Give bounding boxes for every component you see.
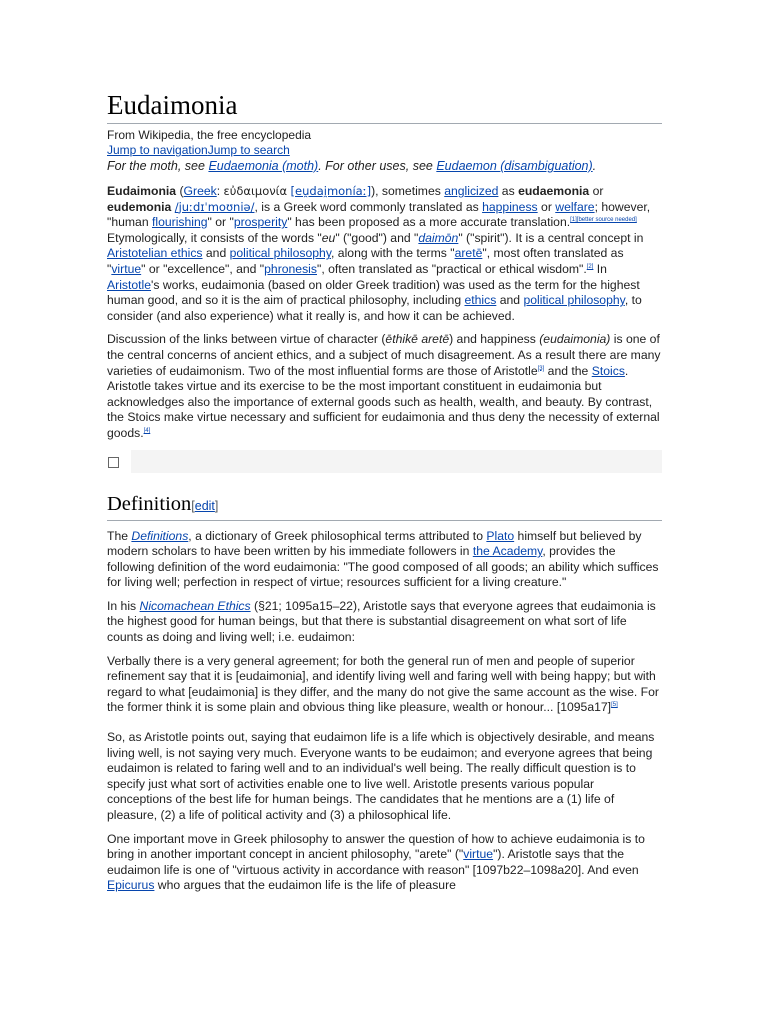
- quote-text: Verbally there is a very general agreement; for both the general run of men and people of superior refinement say that it is [eudaimonia], and identify living well and faring well with being happy; but with regard to what [eudaimonia] is they differ, and the many do not give the same account as the wise. For the former think it is some plain and obvious thing like pleasure, wealth or honour... [1095a17]: [107, 653, 659, 715]
- text: or: [589, 184, 604, 198]
- link-virtue-2[interactable]: virtue: [463, 847, 494, 862]
- ipa-greek-link[interactable]: [eu̯dai̯moníaː]: [290, 184, 372, 198]
- text: ", most often translated as ": [107, 246, 624, 276]
- text: , to consider (and also experience) what it really is, and how it can be achieved.: [107, 293, 642, 323]
- link-ethics[interactable]: ethics: [464, 293, 497, 308]
- text: and: [496, 293, 524, 308]
- text: " has been proposed as a more accurate translation.: [287, 215, 571, 230]
- text: " ("good") and ": [335, 230, 419, 245]
- term-daimon: daimōn: [418, 230, 459, 245]
- text: , along with the terms ": [331, 246, 455, 261]
- term-definitions: Definitions: [131, 528, 189, 543]
- text: :: [216, 184, 224, 198]
- ipa-english-link[interactable]: /juːdɪˈmoʊniə/: [174, 199, 255, 214]
- text: , provides the following definition of the word eudaimonia: "The good composed of all goods; an ability which suffices for living well; perfection in respect of virtue; resources sufficient for a living creature.": [107, 544, 659, 590]
- citation-1: [570, 217, 637, 223]
- term-nicomachean-ethics: Nicomachean Ethics: [139, 598, 251, 613]
- text: "). Aristotle says that the eudaimon life is one of "virtuous activity in accordance with reason" [1097b22–1098a20]. And even: [107, 847, 639, 877]
- term-eudaimonia-italic: (eudaimonia): [539, 332, 611, 347]
- greek-word: εὐδαιμονία: [223, 184, 288, 198]
- jump-to-search-link[interactable]: Jump to search: [207, 143, 290, 157]
- citation-4: [144, 428, 151, 434]
- article-content: [107, 88, 662, 902]
- link-political-philosophy-2[interactable]: political philosophy: [523, 293, 625, 308]
- text: In: [593, 261, 607, 276]
- link-plato[interactable]: Plato: [486, 528, 515, 543]
- link-happiness[interactable]: happiness: [482, 199, 538, 214]
- text: ", often translated as "practical or ethical wisdom".: [317, 261, 587, 276]
- text: One important move in Greek philosophy to answer the question of how to achieve eudaimonia is to bring in another important concept in ancient philosophy, "arete" (": [107, 831, 645, 862]
- citation-3-link[interactable]: [3]: [537, 365, 545, 372]
- text: or: [537, 199, 556, 214]
- link-aristotle[interactable]: Aristotle: [107, 277, 152, 292]
- text: ; however, "human: [107, 199, 651, 230]
- text: (: [176, 184, 184, 198]
- jump-links: [107, 143, 662, 158]
- toc-toggle-checkbox[interactable]: [108, 457, 119, 468]
- text: who argues that the eudaimon life is the life of pleasure: [154, 878, 456, 893]
- intro-paragraph-1: [107, 184, 662, 324]
- text: " or "excellence", and ": [141, 261, 265, 276]
- toc-bar: [131, 450, 662, 473]
- hatnote-text: . For other uses, see: [318, 159, 437, 173]
- definition-paragraph-1: [107, 529, 662, 591]
- text: In his: [107, 598, 140, 613]
- link-the-academy[interactable]: the Academy: [472, 544, 543, 559]
- citation-4-link[interactable]: [4]: [143, 427, 151, 434]
- citation-5: [611, 702, 618, 708]
- text: " or ": [207, 215, 234, 230]
- text: himself but believed by modern scholars to have been written by his immediate followers in: [107, 528, 642, 559]
- text: is one of the central concerns of ancient ethics, and a subject of much disagreement. As a result there are many varieties of eudaimonism. Two of the most influential forms are those of Aristotle: [107, 332, 661, 378]
- text: 's works, eudaimonia (based on older Greek tradition) was used as the term for the highest human good, and so it is the aim of practical philosophy, including: [107, 277, 640, 308]
- edit-section: [191, 499, 218, 513]
- link-epicurus[interactable]: Epicurus: [107, 878, 155, 893]
- block-quote: [107, 654, 662, 716]
- definition-paragraph-4: [107, 832, 662, 894]
- text: The: [107, 528, 132, 543]
- hatnote: [107, 158, 662, 174]
- text: " ("spirit"). It is a central concept in: [458, 230, 644, 245]
- link-prosperity[interactable]: prosperity: [233, 215, 288, 230]
- link-stoics[interactable]: Stoics: [591, 363, 625, 378]
- table-of-contents: [107, 450, 662, 473]
- text: , a dictionary of Greek philosophical terms attributed to: [188, 528, 487, 543]
- term-eu: eu: [321, 230, 336, 245]
- text: Etymologically, it consists of the words ": [107, 230, 322, 245]
- link-flourishing[interactable]: flourishing: [151, 215, 208, 230]
- section-title: Definition: [107, 492, 192, 515]
- citation-5-link[interactable]: [5]: [611, 702, 618, 709]
- text: . Aristotle takes virtue and its exercise to be the most important constituent in eudaimonia but acknowledges also the importance of external goods such as health, wealth, and beauty. By contrast, the Stoics make virtue necessary and sufficient for eudaimonia and thus deny the necessity of external goods.: [107, 363, 660, 440]
- hatnote-text: .: [592, 159, 597, 173]
- link-political-philosophy[interactable]: political philosophy: [229, 246, 332, 261]
- link-welfare[interactable]: welfare: [555, 199, 595, 214]
- edit-section-link[interactable]: edit: [194, 498, 215, 513]
- link-nicomachean-ethics[interactable]: [140, 599, 251, 613]
- edit-bracket: ]: [214, 498, 219, 513]
- link-virtue[interactable]: virtue: [111, 261, 142, 276]
- text: and the: [544, 363, 592, 378]
- link-eudaemon-disambiguation[interactable]: Eudaemon (disambiguation): [436, 159, 593, 173]
- link-arete[interactable]: aretē: [454, 246, 483, 261]
- term-eudemonia: eudemonia: [107, 199, 172, 214]
- term-eudaemonia: eudaemonia: [518, 184, 590, 198]
- term-eudaimonia: Eudaimonia: [107, 184, 177, 198]
- text: ) and happiness: [449, 332, 540, 347]
- site-tagline: From Wikipedia, the free encyclopedia: [107, 128, 312, 142]
- text: Discussion of the links between virtue of character (: [107, 332, 386, 347]
- link-eudaemonia-moth[interactable]: Eudaemonia (moth): [208, 159, 319, 173]
- text: (§21; 1095a15–22), Aristotle says that everyone agrees that eudaimonia is the highest good for human beings, but that there is substantial disagreement on what sort of life counts as doing and living well; i.e. eudaimon:: [107, 598, 656, 645]
- text: as: [498, 184, 519, 198]
- section-heading-definition: [107, 491, 662, 521]
- term-ethike-arete: ēthikē aretē: [385, 332, 450, 347]
- citation-1-link[interactable]: [1][better source needed]: [570, 217, 637, 224]
- text: ), sometimes: [371, 184, 445, 198]
- link-greek[interactable]: Greek: [183, 184, 217, 198]
- link-daimon[interactable]: [418, 231, 458, 245]
- definition-paragraph-2: [107, 599, 662, 646]
- text: and: [202, 246, 230, 261]
- intro-paragraph-2: [107, 332, 662, 441]
- hatnote-text: For the moth, see: [107, 159, 209, 173]
- text: , is a Greek word commonly translated as: [254, 199, 483, 214]
- jump-to-navigation-link[interactable]: Jump to navigation: [107, 143, 208, 157]
- link-aristotelian-ethics[interactable]: Aristotelian ethics: [107, 246, 203, 261]
- citation-2-link[interactable]: [2]: [586, 263, 594, 270]
- link-anglicized[interactable]: anglicized: [444, 184, 499, 198]
- link-definitions[interactable]: [131, 529, 188, 543]
- definition-paragraph-3: So, as Aristotle points out, saying that eudaimon life is a life which is objectively desirable, and means living well, is not saying very much. Everyone wants to be eudaimon; and everyone agrees that being eudaimon is related to faring well and to an individual's well being. The really difficult question is to specify just what sort of activities enable one to live well. Aristotle presents various popular conceptions of the best life for human beings. The candidates that he mentions are a (1) life of pleasure, (2) a life of political activity and (3) a philosophical life.: [107, 730, 655, 822]
- page-title: Eudaimonia: [107, 88, 662, 124]
- link-phronesis[interactable]: phronesis: [264, 261, 317, 276]
- edit-bracket: [: [191, 498, 195, 513]
